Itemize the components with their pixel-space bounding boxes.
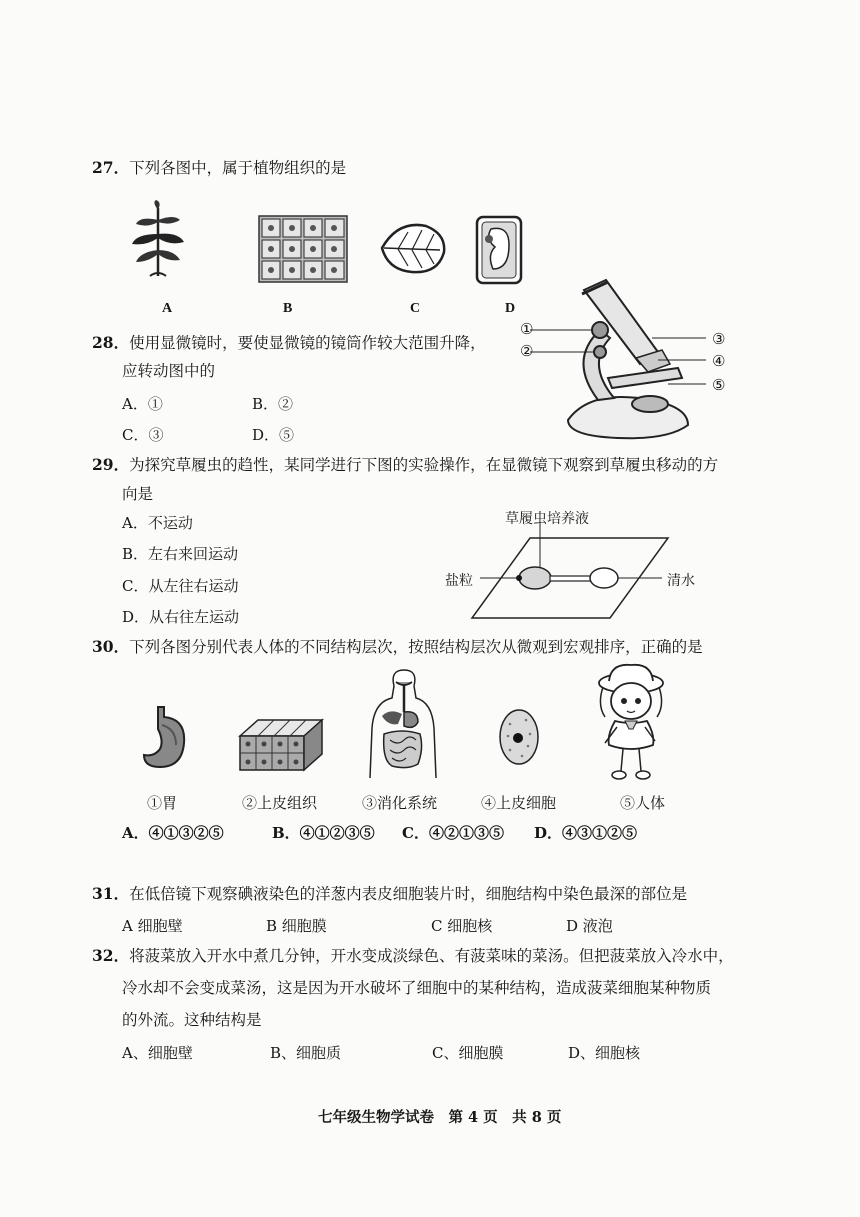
q31-stem-line bbox=[92, 884, 687, 904]
leaf-icon bbox=[378, 220, 448, 278]
microscope-label-3: ③ bbox=[712, 330, 726, 348]
microscope-icon bbox=[548, 280, 708, 440]
q32-stem-1: 将菠菜放入开水中煮几分钟，开水变成淡绿色、有菠菜味的菜汤。但把菠菜放入冷水中， bbox=[129, 947, 734, 965]
q27-label-c: C bbox=[410, 301, 421, 316]
q31-option-a[interactable]: A 细胞壁 bbox=[122, 917, 183, 935]
q30-number: 30． bbox=[92, 637, 130, 656]
slide-label-top: 草履虫培养液 bbox=[505, 511, 589, 527]
q29-option-d[interactable]: D．从右往左运动 bbox=[122, 608, 240, 626]
q32-option-a[interactable]: A、细胞壁 bbox=[122, 1044, 193, 1062]
q27-stem-line bbox=[92, 158, 346, 178]
microscope-label-4: ④ bbox=[712, 352, 726, 370]
tissue-cells-icon bbox=[258, 215, 348, 283]
q29-stem-line1 bbox=[92, 455, 718, 475]
q29-stem-2: 向是 bbox=[122, 485, 154, 503]
q30-option-b[interactable]: B．④①②③⑤ bbox=[272, 824, 375, 842]
q28-option-a[interactable]: A．① bbox=[122, 395, 163, 413]
slide-label-left: 盐粒 bbox=[445, 573, 473, 589]
q32-stem-3: 的外流。这种结构是 bbox=[122, 1011, 262, 1029]
q31-number: 31． bbox=[92, 884, 130, 903]
q30-caption-3: ③消化系统 bbox=[362, 794, 438, 812]
q29-option-c[interactable]: C．从左往右运动 bbox=[122, 577, 239, 595]
microscope-label-1: ① bbox=[520, 320, 534, 338]
epithelial-cell-icon bbox=[498, 708, 540, 766]
q28-stem-1: 使用显微镜时，要使显微镜的镜筒作较大范围升降， bbox=[129, 334, 486, 352]
slide-experiment-icon bbox=[470, 536, 670, 620]
page-footer: 七年级生物学试卷 第 4 页 共 8 页 bbox=[318, 1109, 562, 1126]
q32-number: 32． bbox=[92, 946, 130, 965]
q28-stem-2: 应转动图中的 bbox=[122, 362, 216, 380]
q32-option-d[interactable]: D、细胞核 bbox=[568, 1044, 641, 1062]
digestive-system-icon bbox=[368, 668, 438, 780]
q29-option-a[interactable]: A．不运动 bbox=[122, 514, 193, 532]
epithelial-tissue-icon bbox=[238, 718, 324, 772]
q27-label-d: D bbox=[505, 301, 516, 316]
q27-stem: 下列各图中，属于植物组织的是 bbox=[129, 159, 347, 177]
q30-caption-1: ①胃 bbox=[147, 794, 178, 812]
cell-icon bbox=[475, 215, 523, 285]
q28-option-c[interactable]: C．③ bbox=[122, 426, 164, 444]
q30-stem-line bbox=[92, 637, 703, 657]
q29-stem-1: 为探究草履虫的趋性，某同学进行下图的实验操作，在显微镜下观察到草履虫移动的方 bbox=[129, 456, 719, 474]
q30-caption-4: ④上皮细胞 bbox=[481, 794, 557, 812]
q32-stem-2: 冷水却不会变成菜汤，这是因为开水破坏了细胞中的某种结构，造成菠菜细胞某种物质 bbox=[122, 979, 712, 997]
q31-option-b[interactable]: B 细胞膜 bbox=[266, 917, 327, 935]
q29-option-b[interactable]: B．左右来回运动 bbox=[122, 545, 239, 563]
q32-stem-line1 bbox=[92, 946, 734, 966]
q28-stem-line1 bbox=[92, 333, 486, 353]
q29-number: 29． bbox=[92, 455, 130, 474]
q31-option-d[interactable]: D 液泡 bbox=[566, 917, 613, 935]
q28-number: 28． bbox=[92, 333, 130, 352]
slide-label-right: 清水 bbox=[667, 573, 695, 589]
q27-label-b: B bbox=[283, 301, 293, 316]
q32-option-b[interactable]: B、细胞质 bbox=[270, 1044, 342, 1062]
q30-stem: 下列各图分别代表人体的不同结构层次，按照结构层次从微观到宏观排序，正确的是 bbox=[129, 638, 703, 656]
stomach-icon bbox=[140, 705, 190, 773]
microscope-label-2: ② bbox=[520, 342, 534, 360]
q27-number: 27． bbox=[92, 158, 130, 177]
q28-option-b[interactable]: B．② bbox=[252, 395, 294, 413]
human-girl-icon bbox=[595, 665, 667, 783]
plant-icon bbox=[128, 198, 188, 278]
q30-option-c[interactable]: C．④②①③⑤ bbox=[402, 824, 504, 842]
q30-caption-5: ⑤人体 bbox=[620, 794, 666, 812]
q30-option-a[interactable]: A．④①③②⑤ bbox=[122, 824, 224, 842]
q28-option-d[interactable]: D．⑤ bbox=[252, 426, 295, 444]
q30-caption-2: ②上皮组织 bbox=[242, 794, 318, 812]
microscope-label-5: ⑤ bbox=[712, 376, 726, 394]
q30-option-d[interactable]: D．④③①②⑤ bbox=[534, 824, 638, 842]
q32-option-c[interactable]: C、细胞膜 bbox=[432, 1044, 504, 1062]
q31-option-c[interactable]: C 细胞核 bbox=[431, 917, 493, 935]
q27-label-a: A bbox=[162, 301, 173, 316]
q31-stem: 在低倍镜下观察碘液染色的洋葱内表皮细胞装片时，细胞结构中染色最深的部位是 bbox=[129, 885, 688, 903]
